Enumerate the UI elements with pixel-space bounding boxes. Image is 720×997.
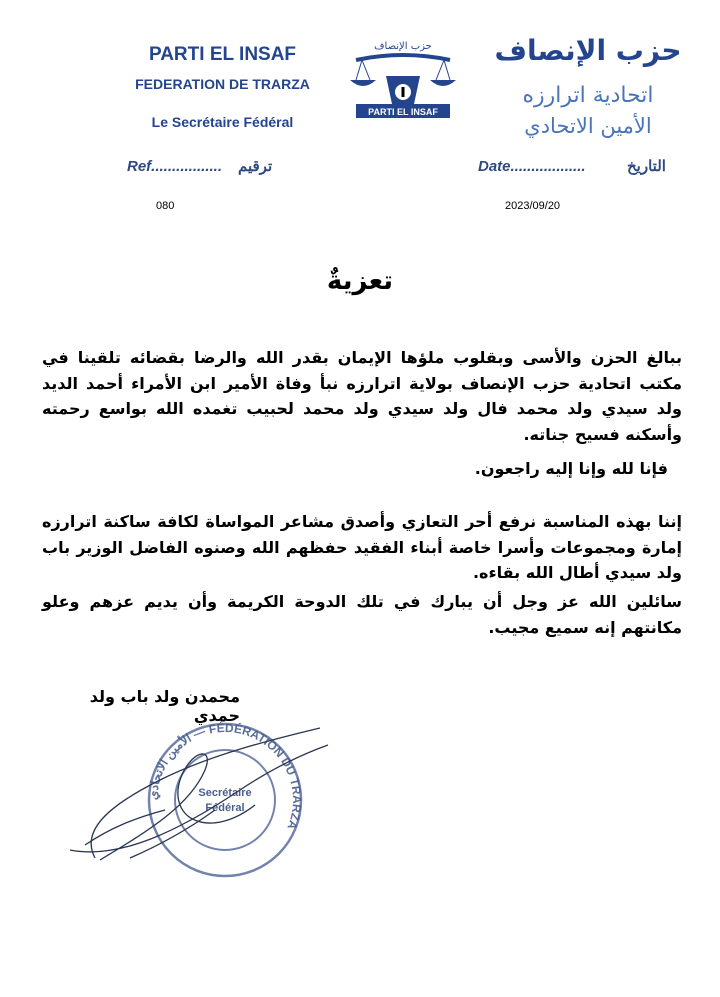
header-party-name-fr: PARTI EL INSAF — [148, 44, 297, 65]
date-value: 2023/09/20 — [505, 200, 561, 212]
date-label: Date.................. — [478, 158, 586, 175]
header-secretary-ar: الأمين الاتحادي — [524, 114, 652, 138]
stamp-center-line1: Secrétaire — [198, 787, 252, 799]
ref-label: Ref................. — [127, 158, 223, 175]
header-federation-ar: اتحادية اترارزه — [522, 83, 654, 108]
logo-left-pan — [350, 80, 376, 86]
ref-number: 080 — [156, 200, 175, 212]
logo-top-text: حزب الإنصاف — [374, 41, 432, 52]
logo-right-pan — [430, 80, 456, 86]
logo-beam — [356, 55, 450, 60]
stamp-circle — [146, 720, 304, 876]
paragraph-prayer: سائلين الله عز وجل أن يبارك في تلك الدوحة الكريمة وأن يديم عزهم وعلو مكانتهم إنه سميع مجيب. — [42, 592, 682, 637]
signer-name: محمدن ولد باب ولد حمدي — [89, 687, 240, 725]
letter-title: تعزيةٌ — [326, 266, 394, 296]
paragraph-verse: فإنا لله وإنا إليه راجعون. — [474, 459, 668, 478]
stamp-ring-text: الأمين الاتحادي — FÉDÉRATION DU TRARZA — [145, 720, 305, 832]
party-logo-scale-icon — [348, 38, 458, 128]
paragraph-announcement: ببالغ الحزن والأسى وبقلوب ملؤها الإيمان بقدر الله والرضا بقضائه تلقينا في مكتب اتحادية حزب الإنصاف بولاية اترارزه نبأ وفاة الأمير ابن الأمراء أحمد الديد ولد سيدي ولد محمد فال ولد سيدي ولد محمد لحبيب تغمده الله بواسع رحمته وأسكنه فسيح جناته. — [42, 348, 682, 444]
header-secretary-fr: Le Secrétaire Fédéral — [151, 114, 294, 130]
header-federation-fr: FEDERATION DE TRARZA — [135, 76, 310, 92]
header-party-name-ar: حزب الإنصاف — [494, 34, 682, 67]
ref-label-ar: ترقيم — [238, 158, 273, 175]
stamp-center-line2: Fédéral — [205, 802, 245, 814]
official-stamp-signature — [40, 710, 330, 880]
logo-bottom-text: PARTI EL INSAF — [368, 107, 438, 117]
paragraph-condolences: إننا بهذه المناسبة نرفع أحر التعازي وأصدق مشاعر المواساة لكافة ساكنة اترارزه إمارة ومجموعات وأسرا خاصة أبناء الفقيد حفظهم الله وصنوه الفاضل الوزير باب ولد سيدي أطال الله بقاءه. — [42, 512, 682, 582]
date-label-ar: التاريخ — [627, 158, 666, 175]
